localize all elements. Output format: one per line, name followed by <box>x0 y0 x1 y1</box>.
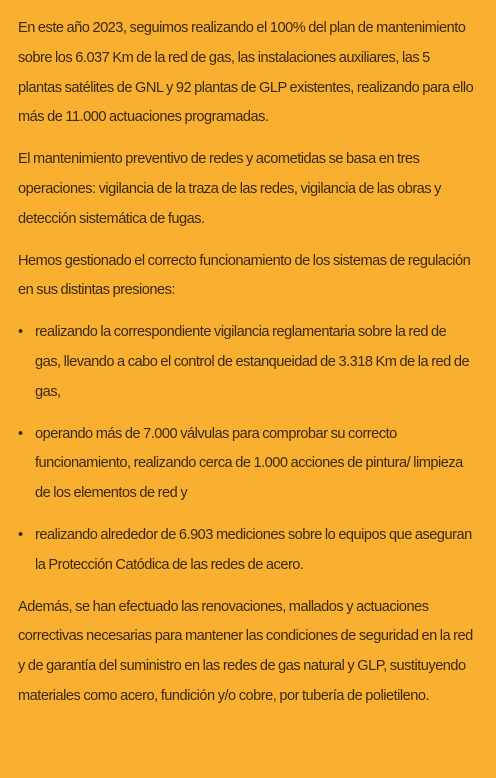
bullet-icon: • <box>18 526 23 543</box>
paragraph-renovations: Además, se han efectuado las renovaciones, mallados y actuaciones correctivas necesarias para mantener las condiciones de seguridad en la red y de garantía del suministro en las redes de gas natural y GLP, sustituyendo materiales como acero, fundición y/o cobre, por tubería de polietileno. <box>18 598 473 704</box>
bullet-icon: • <box>18 425 23 442</box>
list-item-text: realizando alrededor de 6.903 mediciones sobre lo equipos que aseguran la Protección Catódica de las redes de acero. <box>35 526 472 573</box>
list-item <box>18 318 474 407</box>
paragraph-regulation-systems: Hemos gestionado el correcto funcionamiento de los sistemas de regulación en sus distintas presiones: <box>18 252 471 299</box>
bullet-list <box>18 318 474 580</box>
list-item <box>18 521 474 581</box>
list-item-text: realizando la correspondiente vigilancia reglamentaria sobre la red de gas, llevando a cabo el control de estanqueidad de 3.318 Km de la red de gas, <box>35 324 470 400</box>
paragraph-preventive-maintenance: El mantenimiento preventivo de redes y acometidas se basa en tres operaciones: vigilancia de la traza de las redes, vigilancia de las obras y detección sistemática de fugas. <box>18 151 441 227</box>
list-item-text: operando más de 7.000 válvulas para comprobar su correcto funcionamiento, realizando cerca de 1.000 acciones de pintura/ limpieza de los elementos de red y <box>35 425 463 502</box>
bullet-icon: • <box>18 324 23 341</box>
paragraph-maintenance-plan: En este año 2023, seguimos realizando el 100% del plan de mantenimiento sobre los 6.037 Km de la red de gas, las instalaciones auxiliares, las 5 plantas satélites de GNL y 92 plantas de GLP existentes, realizando para ello más de 11.000 actuaciones programadas. <box>18 20 474 126</box>
list-item <box>18 420 474 509</box>
